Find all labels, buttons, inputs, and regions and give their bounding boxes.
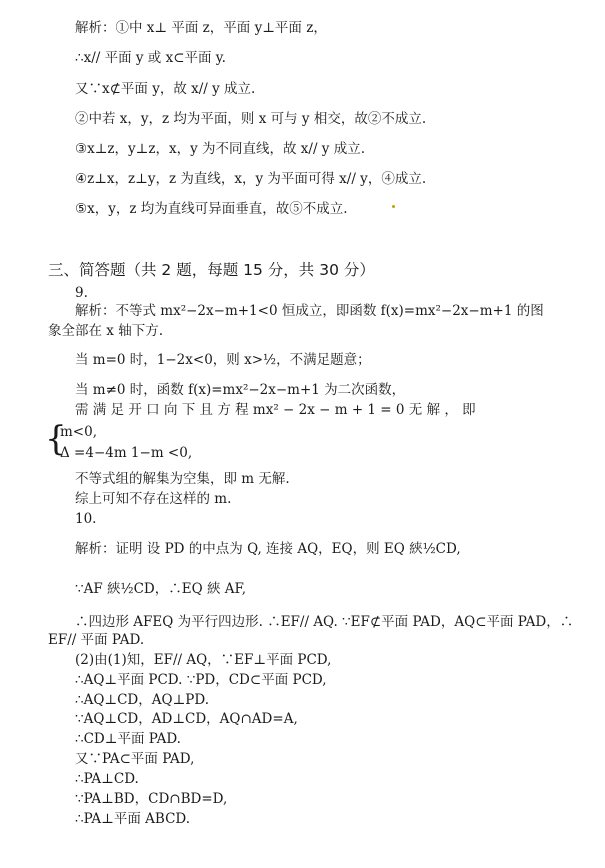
text-line: ∴PA⊥平面 ABCD.	[75, 811, 191, 827]
text-line: 解析：不等式 mx²−2x−m+1<0 恒成立，即函数 f(x)=mx²−2x−m+1 的图	[75, 303, 544, 319]
text-line: ⑤x，y，z 均为直线可异面垂直，故⑤不成立.	[75, 201, 348, 217]
question-number: 9.	[75, 285, 88, 301]
inequality-system-line: m<0,	[60, 424, 97, 440]
stray-mark	[392, 205, 395, 208]
text-line: ∵AQ⊥CD，AD⊥CD，AQ∩AD=A,	[75, 711, 298, 727]
text-line: 象全部在 x 轴下方.	[48, 323, 163, 339]
text-line: 不等式组的解集为空集，即 m 无解.	[75, 471, 290, 487]
section-heading: 三、简答题（共 2 题，每题 15 分，共 30 分）	[48, 261, 375, 279]
text-line: 又∵x⊄平面 y，故 x// y 成立.	[75, 81, 256, 97]
text-line: ∴四边形 AFEQ 为平行四边形. ∴EF// AQ. ∵EF⊄平面 PAD，AQ⊂平面 PAD，∴	[75, 614, 574, 630]
text-line: ∴PA⊥CD.	[75, 771, 139, 787]
text-line: 综上可知不存在这样的 m.	[75, 491, 232, 507]
text-line: 又∵PA⊂平面 PAD,	[75, 751, 195, 767]
question-number: 10.	[75, 511, 97, 527]
text-line: ②中若 x，y，z 均为平面，则 x 可与 y 相交，故②不成立.	[75, 111, 427, 127]
text-line: (2)由(1)知，EF// AQ，∵EF⊥平面 PCD,	[75, 652, 332, 668]
text-line: ∵PA⊥BD，CD∩BD=D,	[75, 791, 228, 807]
text-line: 解析：证明 设 PD 的中点为 Q, 连接 AQ，EQ，则 EQ 綊½CD,	[75, 541, 461, 557]
inequality-system-line: Δ =4−4m 1−m <0,	[60, 445, 193, 461]
text-line: 当 m≠0 时，函数 f(x)=mx²−2x−m+1 为二次函数，	[75, 382, 406, 398]
text-line: ④z⊥x，z⊥y，z 为直线，x，y 为平面可得 x// y，④成立.	[75, 171, 427, 187]
text-line: ∴x// 平面 y 或 x⊂平面 y.	[75, 50, 226, 66]
text-line: ∴CD⊥平面 PAD.	[75, 731, 181, 747]
text-line: ③x⊥z，y⊥z，x，y 为不同直线，故 x// y 成立.	[75, 141, 365, 157]
text-line: ∵AF 綊½CD，∴EQ 綊 AF,	[75, 581, 247, 597]
system-brace: {	[45, 419, 67, 459]
text-line: 解析：①中 x⊥ 平面 z，平面 y⊥平面 z，	[75, 20, 327, 36]
text-line: 需 满 足 开 口 向 下 且 方 程 mx² − 2x − m + 1 = 0 无 解 ， 即	[75, 402, 476, 418]
text-line: EF// 平面 PAD.	[48, 632, 145, 648]
text-line: 当 m=0 时，1−2x<0，则 x>½，不满足题意；	[75, 352, 371, 368]
text-line: ∴AQ⊥平面 PCD. ∵PD，CD⊂平面 PCD,	[75, 672, 327, 688]
text-line: ∴AQ⊥CD，AQ⊥PD.	[75, 692, 209, 708]
